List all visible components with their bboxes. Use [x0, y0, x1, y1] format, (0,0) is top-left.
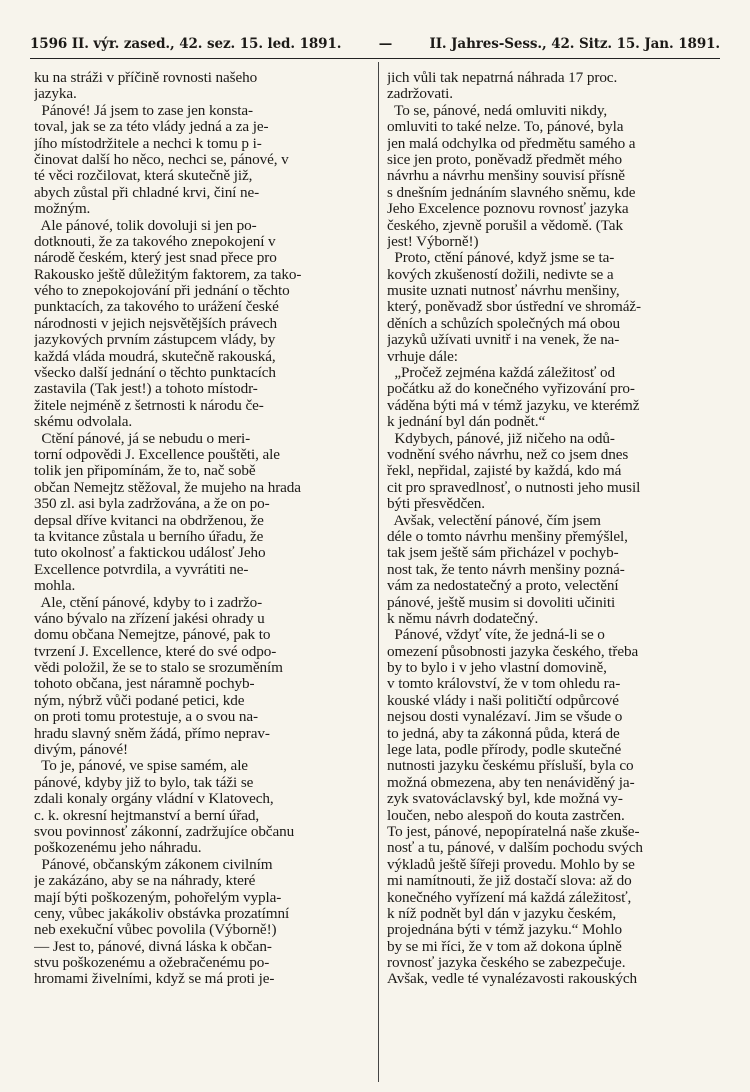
text-line: k němu návrh dodatečný.: [387, 610, 539, 627]
text-line: s dnešním jednáním slavného sněmu, kde: [387, 184, 636, 201]
text-line: domu občana Nemejtze, pánové, pak to: [34, 627, 271, 644]
text-line: déle o tomto návrhu menšiny přemýšlel,: [387, 528, 628, 545]
text-line: Excellence potvrdila, a vyvrátiti ne-: [34, 561, 249, 578]
text-line: Pánové, občanským zákonem civilním: [34, 856, 273, 873]
text-line: stvu poškozenému a ožebračenému po-: [34, 955, 270, 972]
text-line: vrhuje dále:: [387, 348, 458, 365]
text-line: výkladů ještě šířeji provedu. Mohlo by se: [387, 856, 635, 873]
text-line: který, poněvadž sbor ústřední ve shromáž-: [387, 299, 642, 316]
text-line: ceny, vůbec jakákoliv obstávka prozatímní: [34, 905, 290, 922]
text-line: jazykových prvním zástupcem vlády, by: [34, 332, 276, 349]
text-line: depsal dříve kvitanci na obdrženou, že: [34, 512, 264, 529]
text-line: c. k. okresní hejtmanství a berní úřad,: [34, 807, 260, 824]
text-line: jazyka.: [34, 86, 77, 103]
text-line: v tomto království, že v tom ohledu ra-: [387, 676, 621, 693]
text-line: pánové, kdyby již to bylo, tak táži se: [34, 774, 254, 791]
text-line: kouské vlády i naši političtí odpůrcové: [387, 692, 619, 709]
text-line: mi namítnouti, že již dostačí slova: až do: [387, 873, 632, 890]
text-line: neb exekuční vůbec povolila (Výborně!): [34, 922, 277, 939]
text-line: svou povinnosť zákonní, zadržujíce občanu: [34, 823, 295, 840]
text-line: Ale pánové, tolik dovoluji si jen po-: [34, 217, 257, 234]
text-line: býti přesvědčen.: [387, 496, 485, 513]
text-line: pánové, ještě musim si dovoliti učiniti: [387, 594, 616, 611]
text-line: Jeho Excelence poznovu rovnosť jazyka: [387, 201, 629, 218]
text-line: jen malá odchylka od předmětu samého a: [387, 135, 636, 152]
text-line: nutnosti jazyku českému přísluší, byla co: [387, 758, 634, 775]
text-line: nejsou dosti vynalézaví. Jim se všude o: [387, 709, 623, 726]
text-line: jest! Výborně!): [387, 233, 479, 250]
text-line: To jest, pánové, nepopíratelná naše zkuše-: [387, 823, 640, 840]
text-line: jího místodržitele a nechci k tomu p i-: [34, 135, 262, 152]
text-line: omluviti to také nelze. To, pánové, byla: [387, 119, 624, 136]
left-column: [34, 70, 372, 988]
text-line: řekl, nepřidal, zajisté by každá, kdo má: [387, 463, 622, 480]
text-line: ku na stráži v příčině rovnosti našeho: [34, 70, 258, 86]
text-line: ným, nýbrž vůči podané petici, kde: [34, 692, 245, 709]
text-line: sice jen proto, poněvadž předmět mého: [387, 151, 622, 168]
text-line: musite uznati nutnosť návrhu menšiny,: [387, 283, 620, 300]
text-line: je zakázáno, aby se na náhrady, které: [34, 873, 256, 890]
text-line: tvrzení J. Excellence, které do své odpo-: [34, 643, 277, 660]
text-line: tuto okolnosť a faktickou událosť Jeho: [34, 545, 266, 562]
text-line: vědi položil, že se to stalo se srozuměním: [34, 660, 283, 677]
text-line: by se mi říci, že v tom až dokona úplně: [387, 938, 622, 955]
text-line: zadržovati.: [387, 86, 453, 103]
text-line: — Jest to, pánové, divná láska k občan-: [34, 938, 272, 955]
text-line: činovat další ho něco, nechci se, pánové, v: [34, 151, 289, 168]
text-line: to jedná, aby ta zákonná půda, která de: [387, 725, 620, 742]
text-line: konečného vyřízení má každá záležitosť,: [387, 889, 632, 906]
text-line: Pánové, vždyť víte, že jedná-li se o: [387, 627, 605, 644]
text-line: projednána býti v témž jazyku.“ Mohlo: [387, 922, 623, 939]
text-line: návrhu a návrhu menšiny souvisí přísně: [387, 168, 625, 185]
text-line: možným.: [34, 201, 91, 218]
text-line: skému odvolala.: [34, 414, 133, 431]
right-column: [387, 70, 719, 988]
text-line: dotknouti, že za takového znepokojení v: [34, 233, 276, 250]
text-line: tak jsem ještě sám přicházel v pochyb-: [387, 545, 619, 562]
header-dash: —: [378, 36, 393, 52]
text-line: hradu slavný sněm žádá, přímo neprav-: [34, 725, 270, 742]
running-header: [30, 36, 720, 52]
text-line: on proti tomu protestuje, a o svou na-: [34, 709, 258, 726]
text-line: punktacích, za takového to urážení české: [34, 299, 279, 316]
text-line: zyk svatováclavský byl, kde možná vy-: [387, 791, 623, 808]
text-line: abych zůstal při chladné krvi, činí ne-: [34, 184, 260, 201]
text-line: tohoto občana, jest náramně pochyb-: [34, 676, 255, 693]
text-line: ta kvitance zůstala u berního úřadu, že: [34, 528, 264, 545]
text-line: vodnění svého návrhu, než co jsem dnes: [387, 446, 629, 463]
text-line: Kdybych, pánové, již ničeho na odů-: [387, 430, 615, 447]
text-line: občan Nemejtz stěžoval, že mujeho na hrada: [34, 479, 301, 496]
text-line: mají býti poškozeným, pohořelým vypla-: [34, 889, 282, 906]
text-line: 350 zl. asi byla zadržována, a že on po-: [34, 496, 270, 513]
text-line: počátku až do konečného vyřizování pro-: [387, 381, 635, 398]
text-line: poškozenému jeho náhradu.: [34, 840, 202, 857]
text-line: jich vůli tak nepatrná náhrada 17 proc.: [387, 70, 618, 86]
text-line: všecko další jednání o těchto punktacích: [34, 365, 276, 382]
text-line: To je, pánové, ve spise samém, ale: [34, 758, 248, 775]
text-line: To se, pánové, nedá omluviti nikdy,: [387, 102, 608, 119]
text-line: lege lata, podle přírody, podle skutečné: [387, 742, 622, 759]
text-line: toval, jak se za této vlády jedná a za je-: [34, 119, 269, 136]
text-line: k jednání byl dán podnět.“: [387, 414, 546, 431]
text-line: té věci rozčilovat, která skutečně již,: [34, 168, 253, 185]
header-german: II. Jahres-Sess., 42. Sitz. 15. Jan. 1891.: [429, 36, 720, 52]
text-line: Ale, ctění pánové, kdyby to i zadržo-: [34, 594, 263, 611]
text-line: váděna býti má v témž jazyku, ve kterémž: [387, 397, 640, 414]
text-line: žitele nejméně z šetrnosti k národu če-: [34, 397, 264, 414]
text-line: by to bylo i v jeho vlastní domovině,: [387, 660, 607, 677]
text-line: rovnosť jazyka českého se zabezpečuje.: [387, 955, 626, 972]
text-line: národnosti v jejich nejsvětějších právech: [34, 315, 278, 332]
text-line: divým, pánové!: [34, 742, 128, 759]
text-line: omezení působnosti jazyka českého, třeba: [387, 643, 639, 660]
text-line: Proto, ctění pánové, když jsme se ta-: [387, 250, 615, 267]
text-line: nost tak, že tento návrh menšiny pozná-: [387, 561, 625, 578]
text-line: kových zkušeností dožili, nedivte se a: [387, 266, 614, 283]
text-line: děních a schůzích společných má obou: [387, 315, 620, 332]
text-line: k níž podnět byl dán v jazyku českém,: [387, 905, 617, 922]
text-line: Pánové! Já jsem to zase jen konsta-: [34, 102, 253, 119]
text-line: cit pro spravedlnosť, o nutnosti jeho musil: [387, 479, 641, 496]
text-line: Avšak, vedle té vynalézavosti rakouských: [387, 971, 638, 988]
text-line: zastavila (Tak jest!) a tohoto místodr-: [34, 381, 258, 398]
text-line: každá vláda moudrá, skutečně rakouská,: [34, 348, 276, 365]
text-line: Avšak, velectění pánové, čím jsem: [387, 512, 601, 529]
header-czech: 1596 II. výr. zased., 42. sez. 15. led. 1891.: [30, 36, 342, 52]
text-line: torní odpovědi J. Excellence pouštěti, ale: [34, 446, 280, 463]
text-line: mohla.: [34, 578, 76, 595]
header-rule: [30, 58, 720, 59]
text-line: loučen, nebo alespoň do kouta zastrčen.: [387, 807, 625, 824]
text-line: českého, zjevně porušil a vědomě. (Tak: [387, 217, 623, 234]
text-line: hromami živelními, když se má proti je-: [34, 971, 275, 988]
column-divider: [378, 62, 379, 1082]
text-line: Ctění pánové, já se nebudu o meri-: [34, 430, 251, 447]
text-line: nosť a tu, pánové, v dalším pochodu svých: [387, 840, 643, 857]
text-line: váno bývalo na zřízení jakési ohrady u: [34, 610, 265, 627]
text-line: vám za nedostatečný a proto, velectění: [387, 578, 619, 595]
text-line: zdali konaly orgány vládní v Klatovech,: [34, 791, 274, 808]
text-line: „Pročež zejména každá záležitosť od: [387, 365, 615, 382]
text-line: Rakousko ještě důležitým faktorem, za tako-: [34, 266, 302, 283]
text-line: jazyků užívati uvnitř i na venek, že na-: [387, 332, 620, 349]
text-line: národě českém, který jest snad přece pro: [34, 250, 277, 267]
text-line: vého to znepokojování při jednání o těchto: [34, 283, 290, 300]
text-line: možná obmezena, aby ten nenáviděný ja-: [387, 774, 635, 791]
text-line: tolik jen připomínám, že to, nač sobě: [34, 463, 256, 480]
